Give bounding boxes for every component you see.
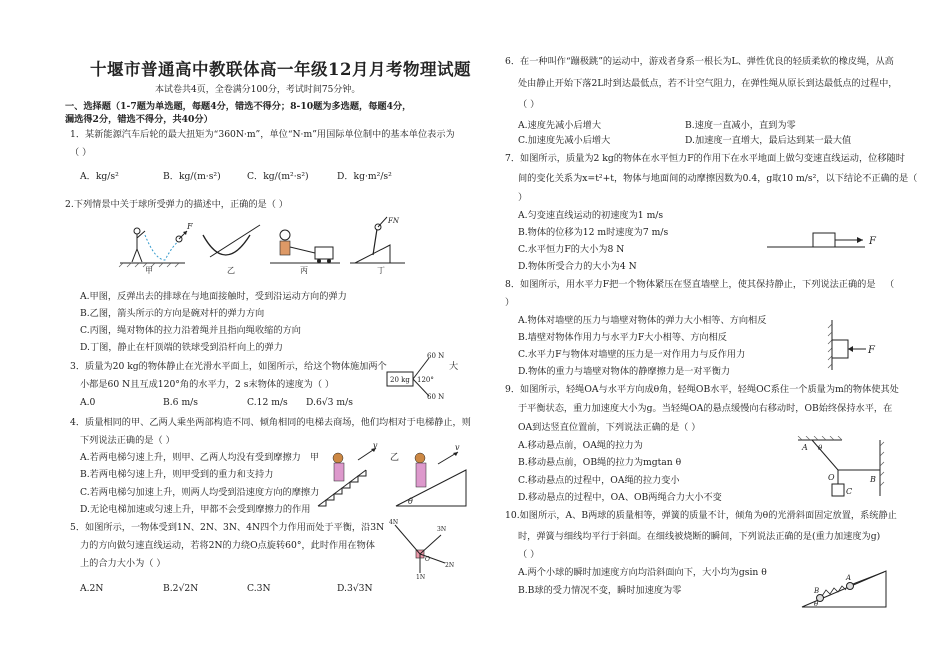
q3-f2-label: 60 N	[427, 393, 445, 400]
q4-label-jia: 甲	[310, 453, 320, 463]
q7-figure	[765, 225, 885, 255]
q2-label-ding: 丁	[377, 266, 385, 275]
q9-stem: 9．如图所示，轻绳OA与水平方向成θ角，轻绳OB水平，轻绳OC系住一个质量为m的物体使其处	[505, 384, 899, 395]
q3-stem-2: 小都是60 N且互成120°角的水平力，2 s末物体的速度为（ ）	[80, 379, 335, 390]
q4-stem: 4．质量相同的甲、乙两人乘坐两部构造不同、倾角相同的电梯去商场，他们均相对于电梯静止，则	[70, 417, 471, 428]
q8-f-label: F	[868, 345, 875, 356]
q10-stem-2: 时，弹簧与细线均平行于斜面。在细线被烧断的瞬间，下列说法正确的是(重力加速度为g)	[518, 531, 881, 542]
q5-4n-label: 4N	[389, 519, 399, 526]
q9-stem-3: OA到达竖直位置前，下列说法正确的是（ ）	[518, 422, 701, 433]
q9-option-a: A.移动悬点前，OA绳的拉力为	[518, 440, 643, 451]
q9-option-c: C.移动悬点的过程中，OA绳的拉力变小	[518, 475, 680, 486]
q7-stem: 7．如图所示，质量为2 kg的物体在水平恒力F的作用下在水平地面上做匀变速直线运动，位移随时	[505, 153, 905, 164]
q9-a-label: A	[802, 443, 808, 452]
q7-option-b: B.物体的位移为12 m时速度为7 m/s	[518, 227, 669, 238]
q10-figure	[800, 565, 890, 610]
q5-stem: 5．如图所示，一物体受到1N、2N、3N、4N四个力作用而处于平衡，沿3N	[70, 522, 385, 533]
q6-option-b: B.速度一直减小，直到为零	[685, 120, 796, 131]
q1-stem-2: （ ）	[70, 147, 92, 158]
q5-option-d: D.3√3N	[337, 583, 373, 594]
q7-option-d: D.物体所受合力的大小为4 N	[518, 261, 637, 272]
q7-f-label: F	[869, 236, 876, 247]
q4-label-yi: 乙	[390, 453, 400, 463]
q3-option-c: C.12 m/s	[247, 397, 288, 408]
q7-stem-2: 间的变化关系为x=t²+t，物体与地面间的动摩擦因数为0.4，g取10 m/s²，以下结论不正确的是（	[518, 173, 918, 184]
section-heading-2: 漏选得2分，错选不得分，共40分）	[65, 114, 213, 125]
q8-stem-2: ）	[505, 297, 515, 308]
q2-stem: 2.下列情景中关于球所受弹力的描述中，正确的是（ ）	[65, 199, 288, 210]
q10-option-b: B.B球的受力情况不变，瞬时加速度为零	[518, 585, 682, 596]
q2-option-c: C.丙图，绳对物体的拉力沿着绳并且指向绳收缩的方向	[80, 325, 301, 336]
q6-stem-3: （ ）	[518, 99, 540, 110]
q5-stem-3: 上的合力大小为（ ）	[80, 558, 166, 569]
q10-stem-3: （ ）	[518, 549, 540, 560]
q2-f-label: F	[187, 222, 193, 231]
q4-stem-2: 下列说法正确的是（ ）	[80, 435, 175, 446]
q5-option-a: A.2N	[80, 583, 104, 594]
q5-o-label: O	[425, 556, 430, 563]
q2-option-b: B.乙图，箭头所示的方向是碗对杆的弹力方向	[80, 308, 265, 319]
q2-label-jia: 甲	[145, 266, 153, 275]
q9-option-d: D.移动悬点的过程中，OA、OB两绳合力大小不变	[518, 492, 722, 503]
q6-option-c: C.加速度先减小后增大	[518, 135, 611, 146]
q1-option-b: B．kg/(m·s²)	[163, 171, 221, 182]
q7-stem-3: ）	[518, 192, 528, 203]
q1-option-d: D．kg·m²/s²	[337, 171, 392, 182]
q9-o-label: O	[828, 473, 835, 482]
q6-stem-2: 处由静止开始下落2L时到达最低点，若不计空气阻力，在弹性绳从原长到达最低点的过程中，	[518, 78, 898, 89]
q9-stem-2: 于平衡状态，重力加速度大小为g。当轻绳OA的悬点缓慢向右移动时，OB始终保持水平，在	[518, 403, 893, 414]
q6-option-a: A.速度先减小后增大	[518, 120, 602, 131]
q2-figure	[115, 215, 405, 275]
q4-figure	[308, 440, 468, 512]
q9-figure	[792, 436, 892, 501]
q2-fn-label: FN	[388, 217, 399, 225]
q2-option-a: A.甲图，反弹出去的排球在与地面接触时，受到沿运动方向的弹力	[80, 291, 347, 302]
q6-stem: 6．在一种叫作“蹦极跳”的运动中，游戏者身系一根长为L、弹性优良的轻质柔软的橡皮绳，从高	[505, 56, 894, 67]
q10-theta-label: θ	[814, 600, 819, 608]
q8-stem-paren: （	[885, 279, 895, 290]
q5-2n-label: 2N	[445, 562, 455, 569]
q3-box-label: 20 kg	[390, 376, 410, 384]
q4-option-c: C.若两电梯匀加速上升，则两人均受到沿速度方向的摩擦力	[80, 487, 320, 498]
q8-option-c: C.水平力F与物体对墙壁的压力是一对作用力与反作用力	[518, 349, 746, 360]
q3-option-d: D.6√3 m/s	[306, 397, 353, 408]
q6-option-d: D.加速度一直增大，最后达到某一最大值	[685, 135, 852, 146]
q3-stem-big: 大	[449, 361, 459, 372]
q4-option-b: B.若两电梯匀速上升，则甲受到的重力和支持力	[80, 469, 274, 480]
section-heading: 一、选择题（1-7题为单选题，每题4分，错选不得分；8-10题为多选题，每题4分，	[65, 101, 412, 112]
q1-option-c: C．kg/(m²·s²)	[247, 171, 309, 182]
q5-1n-label: 1N	[416, 574, 426, 580]
q5-figure	[383, 515, 458, 580]
q9-option-b: B.移动悬点前，OB绳的拉力为mgtan θ	[518, 457, 682, 468]
q3-option-b: B.6 m/s	[163, 397, 198, 408]
q5-stem-2: 力的方向做匀速直线运动，若将2N的力绕O点旋转60°，此时作用在物体	[80, 540, 375, 551]
q8-option-b: B.墙壁对物体作用力与水平力F大小相等、方向相反	[518, 332, 727, 343]
q1-option-a: A．kg/s²	[80, 171, 119, 182]
q3-figure	[385, 348, 450, 400]
q3-angle-label: 120°	[417, 376, 434, 384]
q10-stem: 10.如图所示，A、B两球的质量相等，弹簧的质量不计，倾角为θ的光滑斜面固定放置，系统静止	[505, 510, 897, 521]
q5-3n-label: 3N	[437, 526, 447, 533]
q7-option-c: C.水平恒力F的大小为8 N	[518, 244, 625, 255]
q10-a-label: A	[846, 574, 852, 582]
q5-option-b: B.2√2N	[163, 583, 199, 594]
q5-option-c: C.3N	[247, 583, 271, 594]
q1-stem: 1．某新能源汽车后轮的最大扭矩为“360N·m”，单位“N·m”用国际单位制中的基本单位表示为	[70, 129, 455, 140]
paper-info: 本试卷共4页，全卷满分100分，考试时间75分钟。	[155, 85, 361, 95]
q10-option-a: A.两个小球的瞬时加速度方向均沿斜面向下，大小均为gsin θ	[518, 567, 767, 578]
q9-theta-label: θ	[818, 444, 823, 452]
q8-stem: 8．如图所示，用水平力F把一个物体紧压在竖直墙壁上，使其保持静止，下列说法正确的是	[505, 279, 876, 290]
paper-title: 十堰市普通高中教联体高一年级12月月考物理试题	[90, 60, 471, 79]
q8-option-a: A.物体对墙壁的压力与墙壁对物体的弹力大小相等、方向相反	[518, 315, 767, 326]
q4-option-a: A.若两电梯匀速上升，则甲、乙两人均没有受到摩擦力	[80, 452, 301, 463]
q3-option-a: A.0	[80, 397, 96, 408]
q8-option-d: D.物体的重力与墙壁对物体的静摩擦力是一对平衡力	[518, 366, 731, 377]
q2-label-bing: 丙	[300, 266, 308, 275]
q8-figure	[820, 318, 885, 373]
q9-c-label: C	[846, 487, 853, 496]
q4-v-label-1: v	[373, 441, 378, 450]
q4-v-label-2: v	[455, 443, 460, 452]
q7-option-a: A.匀变速直线运动的初速度为1 m/s	[518, 210, 664, 221]
q10-b-label: B	[814, 587, 820, 595]
q3-f1-label: 60 N	[427, 352, 445, 360]
q3-stem: 3．质量为20 kg的物体静止在光滑水平面上，如图所示，给这个物体施加两个	[70, 361, 387, 372]
q4-theta-label: θ	[408, 497, 413, 506]
q4-option-d: D.无论电梯加速或匀速上升，甲都不会受到摩擦力的作用	[80, 504, 311, 515]
q2-label-yi: 乙	[227, 266, 235, 275]
q9-b-label: B	[870, 475, 876, 484]
q2-option-d: D.丁图，静止在杆顶端的铁球受到沿杆向上的弹力	[80, 342, 283, 353]
